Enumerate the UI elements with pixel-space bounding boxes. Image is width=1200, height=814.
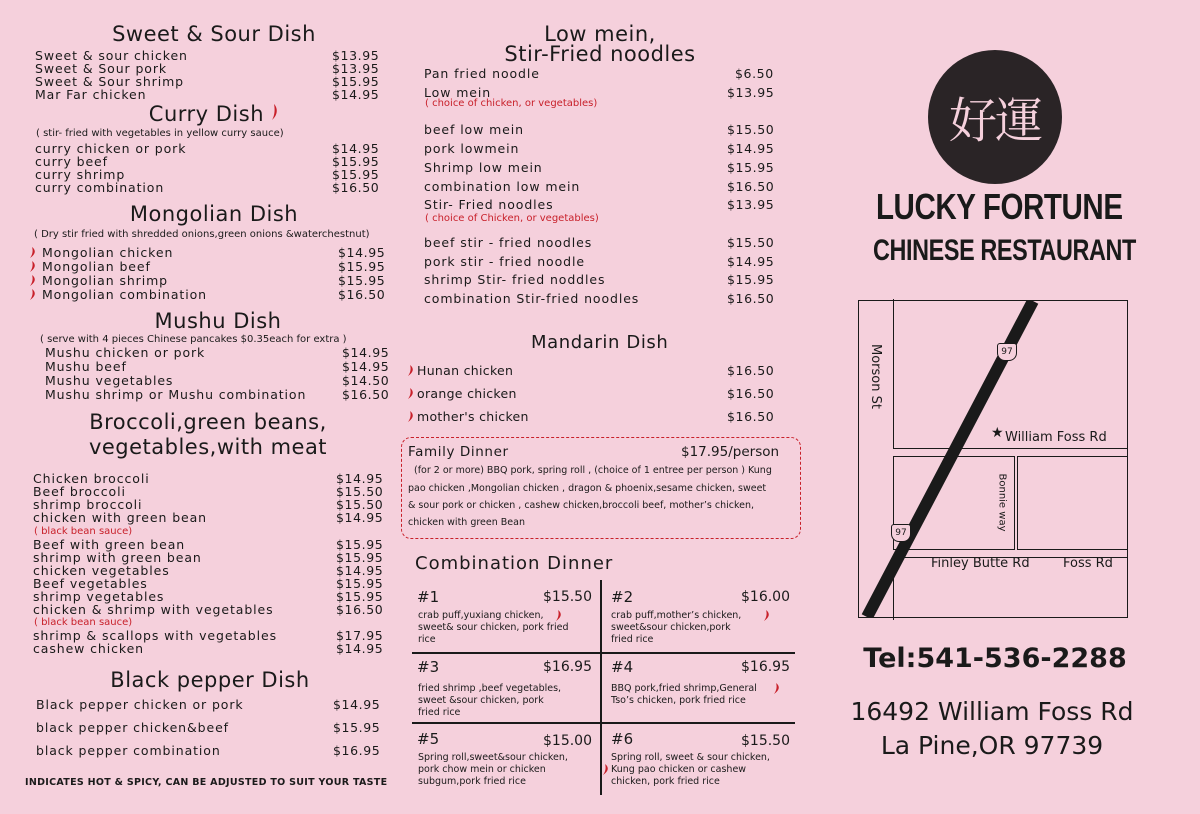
- menu-item-name: Beef vegetables: [33, 576, 148, 591]
- combo-number: #1: [417, 588, 440, 606]
- menu-item-price: $16.50: [727, 409, 775, 424]
- menu-item-price: $13.95: [332, 61, 380, 76]
- location-map: [858, 300, 1128, 618]
- combo-price: $16.95: [543, 659, 592, 675]
- highway-97-shield-icon: 97: [997, 343, 1017, 361]
- star-icon: ★: [991, 425, 1004, 441]
- menu-item-price: $14.95: [332, 141, 380, 156]
- highway-97-shield-icon: 97: [891, 524, 911, 542]
- chili-pepper-icon: [408, 388, 414, 399]
- menu-item-name: curry combination: [35, 180, 165, 195]
- combo-divider-horizontal: [412, 652, 795, 654]
- combo-desc: chicken, pork fried rice: [611, 776, 720, 787]
- menu-item-name: Black pepper chicken or pork: [36, 697, 244, 712]
- menu-item-name: combination low mein: [424, 179, 581, 194]
- choice-note: ( choice of Chicken, or vegetables): [425, 213, 599, 224]
- chili-pepper-icon: [30, 247, 36, 258]
- menu-item-name: mother's chicken: [417, 409, 529, 424]
- menu-item-price: $17.95: [336, 628, 384, 643]
- menu-item-price: $13.95: [332, 48, 380, 63]
- menu-item-name: cashew chicken: [33, 641, 145, 656]
- combo-desc: rice: [418, 634, 436, 645]
- menu-item-price: $15.95: [332, 74, 380, 89]
- menu-item-price: $16.95: [333, 743, 381, 758]
- menu-item-price: $14.95: [332, 87, 380, 102]
- family-dinner-desc: pao chicken ,Mongolian chicken , dragon & phoenix,sesame chicken, sweet: [408, 483, 767, 494]
- menu-item-price: $16.50: [338, 287, 386, 302]
- menu-item-name: chicken vegetables: [33, 563, 170, 578]
- combo-price: $15.50: [543, 589, 592, 605]
- menu-item-name: shrimp broccoli: [33, 497, 143, 512]
- menu-item-name: Beef with green bean: [33, 537, 186, 552]
- lomein-title-line1: Low mein,: [544, 22, 656, 46]
- menu-item-name: Chicken broccoli: [33, 471, 150, 486]
- combo-number: #5: [417, 730, 440, 748]
- map-label-morson-st: Morson St: [867, 344, 883, 409]
- menu-item-price: $14.95: [333, 697, 381, 712]
- menu-item-name: beef low mein: [424, 122, 524, 137]
- menu-item-name: Hunan chicken: [417, 363, 514, 378]
- mongolian-title: Mongolian Dish: [129, 202, 299, 226]
- chili-pepper-icon: [408, 365, 414, 376]
- family-dinner-title: Family Dinner: [408, 444, 509, 460]
- combination-dinner-title: Combination Dinner: [415, 553, 614, 574]
- combo-desc: sweet&sour chicken,pork: [611, 622, 731, 633]
- chili-pepper-icon: [408, 411, 414, 422]
- menu-item-name: Mushu shrimp or Mushu combination: [45, 387, 307, 402]
- family-dinner-desc: chicken with green Bean: [408, 517, 525, 528]
- combo-number: #3: [417, 658, 440, 676]
- black-bean-note: ( black bean sauce): [34, 617, 133, 628]
- menu-item-price: $16.50: [727, 179, 775, 194]
- combo-price: $16.95: [741, 659, 790, 675]
- menu-item-price: $16.50: [336, 602, 384, 617]
- menu-item-price: $14.95: [342, 345, 390, 360]
- combo-desc: crab puff,mother’s chicken,: [611, 610, 742, 621]
- menu-item-name: Sweet & sour chicken: [35, 48, 188, 63]
- combo-price: $16.00: [741, 589, 790, 605]
- menu-item-name: Mushu vegetables: [45, 373, 174, 388]
- curry-note: ( stir- fried with vegetables in yellow curry sauce): [36, 128, 284, 139]
- combo-desc: Spring roll, sweet & sour chicken,: [611, 752, 770, 763]
- menu-item-price: $13.95: [727, 85, 775, 100]
- menu-item-price: $15.95: [727, 160, 775, 175]
- restaurant-name-line1: LUCKY FORTUNE: [875, 186, 1123, 227]
- lomein-title-line2: Stir-Fried noodles: [504, 42, 696, 66]
- menu-item-name: Stir- Fried noodles: [424, 197, 554, 212]
- menu-item-price: $13.95: [727, 197, 775, 212]
- menu-item-name: pork lowmein: [424, 141, 520, 156]
- choice-note: ( choice of chicken, or vegetables): [425, 98, 598, 109]
- address-line2: La Pine,OR 97739: [880, 731, 1104, 760]
- menu-item-price: $16.50: [342, 387, 390, 402]
- menu-item-price: $15.95: [727, 272, 775, 287]
- menu-item-price: $14.95: [336, 510, 384, 525]
- menu-item-price: $14.95: [727, 141, 775, 156]
- menu-item-price: $15.50: [727, 235, 775, 250]
- combo-divider-vertical: [600, 580, 602, 795]
- menu-item-price: $14.95: [336, 641, 384, 656]
- menu-item-name: pork stir - fried noodle: [424, 254, 585, 269]
- combo-price: $15.50: [741, 733, 790, 749]
- map-label-bonnie-way: Bonnie way: [996, 473, 1008, 532]
- menu-item-price: $14.95: [727, 254, 775, 269]
- menu-item-name: curry chicken or pork: [35, 141, 187, 156]
- menu-item-name: shrimp vegetables: [33, 589, 165, 604]
- combo-desc: fried rice: [418, 707, 461, 718]
- menu-item-name: Mongolian beef: [42, 259, 151, 274]
- combo-number: #6: [611, 730, 634, 748]
- family-dinner-desc: & sour pork or chicken , cashew chicken,broccoli beef, mother’s chicken,: [408, 500, 755, 511]
- menu-item-price: $16.50: [727, 386, 775, 401]
- combo-desc: Kung pao chicken or cashew: [611, 764, 747, 775]
- menu-item-price: $16.50: [727, 291, 775, 306]
- combo-desc: sweet& sour chicken, pork fried: [418, 622, 569, 633]
- menu-item-name: Sweet & Sour shrimp: [35, 74, 185, 89]
- menu-item-name: beef stir - fried noodles: [424, 235, 593, 250]
- menu-item-name: Mongolian combination: [42, 287, 207, 302]
- menu-item-name: Mushu chicken or pork: [45, 345, 206, 360]
- menu-item-price: $15.95: [338, 259, 386, 274]
- address-line1: 16492 William Foss Rd: [850, 697, 1134, 726]
- menu-item-price: $15.95: [336, 589, 384, 604]
- chili-pepper-icon: [30, 261, 36, 272]
- combo-desc: Tso’s chicken, pork fried rice: [611, 695, 746, 706]
- menu-item-price: $15.95: [336, 576, 384, 591]
- menu-item-name: shrimp Stir- fried noddles: [424, 272, 606, 287]
- spicy-footer-note: INDICATES HOT & SPICY, CAN BE ADJUSTED TO SUIT YOUR TASTE: [25, 777, 388, 788]
- combo-desc: Spring roll,sweet&sour chicken,: [418, 752, 568, 763]
- menu-item-name: curry shrimp: [35, 167, 126, 182]
- menu-item-name: Shrimp low mein: [424, 160, 543, 175]
- menu-item-price: $16.50: [332, 180, 380, 195]
- chili-pepper-icon: [30, 289, 36, 300]
- menu-item-price: $15.95: [336, 537, 384, 552]
- combo-desc: fried shrimp ,beef vegetables,: [418, 683, 562, 694]
- map-label-finley-butte: Finley Butte Rd: [931, 556, 1030, 571]
- restaurant-name-line2: CHINESE RESTAURANT: [873, 234, 1136, 267]
- combo-number: #4: [611, 658, 634, 676]
- chili-pepper-icon: [556, 610, 562, 621]
- combo-desc: fried rice: [611, 634, 654, 645]
- family-dinner-price: $17.95/person: [681, 444, 780, 460]
- menu-item-price: $15.95: [332, 167, 380, 182]
- chili-pepper-icon: [603, 764, 609, 775]
- curry-title-text: Curry Dish: [148, 102, 265, 126]
- chili-pepper-icon: [764, 610, 770, 621]
- menu-item-name: Pan fried noodle: [424, 66, 540, 81]
- broccoli-title-line2: vegetables,with meat: [88, 435, 328, 459]
- menu-item-name: Sweet & Sour pork: [35, 61, 168, 76]
- menu-item-price: $15.95: [336, 550, 384, 565]
- mushu-title: Mushu Dish: [154, 309, 282, 333]
- menu-item-name: shrimp with green bean: [33, 550, 202, 565]
- menu-item-price: $15.50: [336, 484, 384, 499]
- combo-desc: pork chow mein or chicken: [418, 764, 546, 775]
- broccoli-title-line1: Broccoli,green beans,: [89, 410, 327, 434]
- menu-item-price: $15.50: [336, 497, 384, 512]
- menu-item-price: $14.50: [342, 373, 390, 388]
- menu-item-name: shrimp & scallops with vegetables: [33, 628, 277, 643]
- menu-item-name: combination Stir-fried noodles: [424, 291, 640, 306]
- menu-item-name: Mongolian chicken: [42, 245, 174, 260]
- menu-item-name: Beef broccoli: [33, 484, 126, 499]
- menu-item-price: $6.50: [735, 66, 774, 81]
- menu-item-price: $15.95: [332, 154, 380, 169]
- family-dinner-desc: (for 2 or more) BBQ pork, spring roll , (choice of 1 entree per person ) Kung: [414, 465, 772, 476]
- menu-item-name: chicken with green bean: [33, 510, 207, 525]
- menu-item-name: Low mein: [424, 85, 492, 100]
- mongolian-note: ( Dry stir fried with shredded onions,green onions &waterchestnut): [34, 229, 370, 240]
- combo-desc: crab puff,yuxiang chicken,: [418, 610, 544, 621]
- sweet-sour-title: Sweet & Sour Dish: [112, 22, 316, 46]
- menu-item-price: $15.95: [338, 273, 386, 288]
- menu-item-price: $15.50: [727, 122, 775, 137]
- chili-pepper-icon: [271, 102, 279, 120]
- menu-item-name: curry beef: [35, 154, 108, 169]
- menu-item-price: $15.95: [333, 720, 381, 735]
- black-pepper-title: Black pepper Dish: [110, 668, 310, 692]
- chili-pepper-icon: [30, 275, 36, 286]
- telephone: Tel:541-536-2288: [863, 643, 1127, 674]
- menu-item-price: $14.95: [336, 471, 384, 486]
- map-label-william-foss: William Foss Rd: [1005, 430, 1107, 445]
- menu-item-name: Mar Far chicken: [35, 87, 147, 102]
- menu-item-name: black pepper chicken&beef: [36, 720, 229, 735]
- menu-item-name: chicken & shrimp with vegetables: [33, 602, 274, 617]
- mandarin-title: Mandarin Dish: [531, 332, 669, 353]
- black-bean-note: ( black bean sauce): [34, 526, 133, 537]
- combo-desc: sweet &sour chicken, pork: [418, 695, 544, 706]
- combo-number: #2: [611, 588, 634, 606]
- menu-item-price: $14.95: [338, 245, 386, 260]
- combo-desc: BBQ pork,fried shrimp,General: [611, 683, 757, 694]
- map-label-foss-rd: Foss Rd: [1063, 556, 1113, 571]
- mushu-note: ( serve with 4 pieces Chinese pancakes $0.35each for extra ): [40, 334, 347, 345]
- menu-item-price: $14.95: [342, 359, 390, 374]
- menu-item-name: black pepper combination: [36, 743, 221, 758]
- curry-title: [34, 102, 394, 126]
- combo-price: $15.00: [543, 733, 592, 749]
- menu-item-name: orange chicken: [417, 386, 517, 401]
- logo-characters: 好運: [948, 93, 1041, 149]
- menu-item-name: Mongolian shrimp: [42, 273, 168, 288]
- menu-item-price: $16.50: [727, 363, 775, 378]
- combo-desc: subgum,pork fried rice: [418, 776, 526, 787]
- combo-divider-horizontal: [412, 722, 795, 724]
- menu-item-name: Mushu beef: [45, 359, 127, 374]
- menu-item-price: $14.95: [336, 563, 384, 578]
- chili-pepper-icon: [774, 683, 780, 694]
